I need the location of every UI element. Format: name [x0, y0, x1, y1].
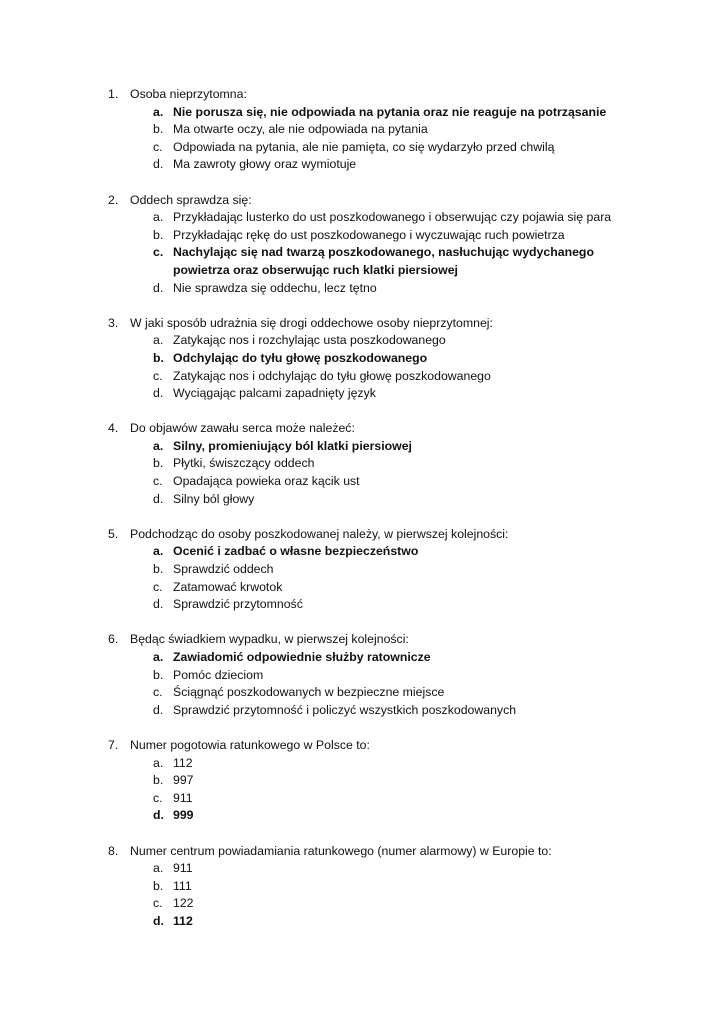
answer-text: Zatykając nos i rozchylając usta poszkodowanego [173, 333, 446, 348]
answer-text: Ma otwarte oczy, ale nie odpowiada na pytania [173, 122, 428, 137]
answer-text: Silny, promieniujący ból klatki piersiowej [173, 438, 412, 453]
question-number: 2. [108, 192, 119, 207]
answer-option [0, 649, 725, 667]
answer-letter: d. [153, 702, 164, 717]
answer-letter: a. [153, 544, 164, 559]
question-number: 6. [108, 632, 119, 647]
question-text: Osoba nieprzytomna: [130, 87, 247, 101]
answer-text: Nachylając się nad twarzą poszkodowanego, nasłuchując wydychanego powietrza oraz obserwując ruch klatki piersiowej [173, 245, 594, 277]
answer-option [0, 104, 725, 122]
answer-letter: c. [153, 896, 163, 911]
answer-option [0, 385, 725, 403]
answer-option [0, 807, 725, 825]
answer-letter: c. [153, 685, 163, 700]
answer-text: Sprawdzić przytomność i policzyć wszystkich poszkodowanych [173, 702, 517, 717]
question-5 [0, 526, 725, 614]
answer-letter: a. [153, 333, 164, 348]
answer-text: Sprawdzić oddech [173, 562, 274, 577]
answer-option [0, 596, 725, 614]
question-header [0, 843, 725, 861]
question-text: Do objawów zawału serca może należeć: [130, 421, 355, 436]
answer-option [0, 755, 725, 773]
answer-letter: a. [153, 104, 164, 119]
answer-text: Odchylając do tyłu głowę poszkodowanego [173, 350, 428, 365]
answer-option [0, 684, 725, 702]
question-number: 5. [108, 526, 119, 541]
answer-text: Zawiadomić odpowiednie służby ratownicze [173, 650, 431, 664]
answer-option [0, 895, 725, 913]
question-1 [0, 86, 725, 174]
question-7 [0, 737, 725, 825]
answer-text: Odpowiada na pytania, ale nie pamięta, co się wydarzyło przed chwilą [173, 139, 555, 154]
answer-option [0, 790, 725, 808]
answer-text: 122 [173, 896, 194, 911]
answer-letter: c. [153, 579, 163, 594]
answer-letter: b. [153, 122, 164, 137]
answer-letter: b. [153, 227, 164, 242]
answer-text: Zatamować krwotok [173, 579, 283, 594]
quiz-document [0, 86, 725, 948]
answer-option [0, 139, 725, 157]
answer-text: 911 [173, 790, 193, 805]
answer-option [0, 227, 725, 245]
answer-letter: d. [153, 597, 164, 612]
answer-text: 999 [173, 808, 194, 823]
answer-text: Ściągnąć poszkodowanych w bezpieczne miejsce [173, 685, 445, 700]
answer-option [0, 543, 725, 561]
answer-text: Nie sprawdza się oddechu, lecz tętno [173, 280, 377, 295]
question-text: Podchodząc do osoby poszkodowanej należy, w pierwszej kolejności: [130, 526, 509, 541]
answer-option [0, 491, 725, 509]
question-number: 8. [108, 843, 119, 858]
answer-option [0, 156, 725, 174]
answer-text: Nie porusza się, nie odpowiada na pytania oraz nie reaguje na potrząsanie [173, 104, 607, 119]
question-text: Oddech sprawdza się: [130, 192, 252, 207]
answer-letter: a. [153, 861, 164, 876]
answer-option [0, 332, 725, 350]
question-text: Będąc świadkiem wypadku, w pierwszej kolejności: [130, 632, 409, 647]
answer-letter: a. [153, 650, 164, 664]
answer-text: 997 [173, 773, 194, 788]
question-header [0, 315, 725, 333]
answer-option [0, 579, 725, 597]
question-3 [0, 315, 725, 403]
answer-letter: b. [153, 773, 164, 788]
question-8 [0, 843, 725, 931]
answer-text: Pomóc dzieciom [173, 667, 264, 682]
question-number: 3. [108, 315, 119, 330]
question-header [0, 631, 725, 649]
question-number: 1. [108, 87, 119, 101]
answer-letter: d. [153, 913, 164, 928]
answer-option [0, 702, 725, 720]
question-text: Numer pogotowia ratunkowego w Polsce to: [130, 737, 370, 752]
question-number: 4. [108, 421, 119, 436]
answer-option [0, 438, 725, 456]
question-header [0, 526, 725, 544]
answer-option [0, 473, 725, 491]
answer-option [0, 121, 725, 139]
answer-letter: b. [153, 350, 164, 365]
answer-text: 112 [173, 913, 193, 928]
answer-letter: c. [153, 474, 163, 489]
answer-option [0, 667, 725, 685]
question-text: Numer centrum powiadamiania ratunkowego (numer alarmowy) w Europie to: [130, 843, 552, 858]
answer-text: Zatykając nos i odchylając do tyłu głowę poszkodowanego [173, 368, 491, 383]
answer-text: Wyciągając palcami zapadnięty język [173, 386, 376, 401]
answer-text: 111 [173, 878, 192, 893]
answer-option [0, 455, 725, 473]
answer-letter: b. [153, 667, 164, 682]
question-number: 7. [108, 737, 119, 752]
answer-letter: d. [153, 280, 164, 295]
answer-option [0, 244, 725, 279]
question-header [0, 192, 725, 210]
answer-letter: b. [153, 456, 164, 471]
question-header [0, 737, 725, 755]
answer-text: 911 [173, 861, 193, 876]
answer-letter: d. [153, 808, 164, 823]
answer-option [0, 913, 725, 931]
answer-letter: c. [153, 245, 164, 260]
answer-text: Płytki, świszczący oddech [173, 456, 315, 471]
answer-text: Przykładając rękę do ust poszkodowanego i wyczuwając ruch powietrza [173, 227, 565, 242]
question-header [0, 86, 725, 104]
answer-letter: d. [153, 157, 164, 172]
answer-text: Ocenić i zadbać o własne bezpieczeństwo [173, 544, 419, 559]
answer-letter: b. [153, 562, 164, 577]
question-header [0, 420, 725, 438]
answer-text: Opadająca powieka oraz kącik ust [173, 474, 360, 489]
answer-letter: b. [153, 878, 164, 893]
answer-text: Silny ból głowy [173, 491, 255, 506]
answer-letter: d. [153, 491, 164, 506]
answer-option [0, 280, 725, 298]
answer-letter: c. [153, 139, 163, 154]
answer-letter: a. [153, 438, 164, 453]
answer-option [0, 350, 725, 368]
answer-option [0, 209, 725, 227]
answer-letter: c. [153, 368, 163, 383]
answer-text: Przykładając lusterko do ust poszkodowanego i obserwując czy pojawia się para [173, 210, 612, 225]
answer-text: Sprawdzić przytomność [173, 597, 303, 612]
question-6 [0, 631, 725, 719]
answer-text: 112 [173, 755, 193, 770]
answer-option [0, 878, 725, 896]
question-text: W jaki sposób udrażnia się drogi oddechowe osoby nieprzytomnej: [130, 315, 493, 330]
answer-option [0, 772, 725, 790]
question-4 [0, 420, 725, 508]
answer-letter: a. [153, 755, 164, 770]
answer-option [0, 561, 725, 579]
answer-option [0, 368, 725, 386]
question-2 [0, 192, 725, 298]
answer-text: Ma zawroty głowy oraz wymiotuje [173, 157, 357, 172]
answer-letter: a. [153, 210, 164, 225]
answer-option [0, 860, 725, 878]
answer-letter: c. [153, 790, 163, 805]
answer-letter: d. [153, 386, 164, 401]
